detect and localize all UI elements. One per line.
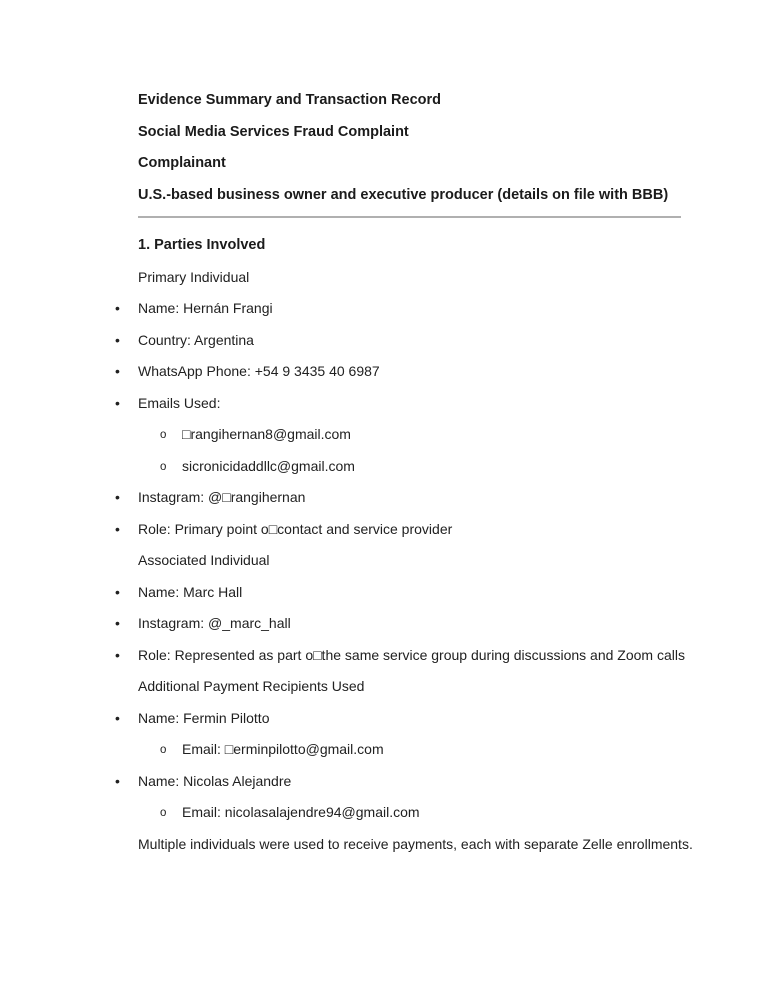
bullet-marker: • [115,646,120,663]
bullet-marker: • [115,394,120,411]
bullet-marker: • [115,489,120,505]
circle-marker: o [160,460,167,473]
bullet-text: WhatsApp Phone: +54 9 3435 40 6987 [138,363,380,379]
bullet-item-name-recipient-1 [115,708,704,730]
doc-heading-complaint-type: Social Media Services Fraud Complaint [138,123,409,140]
sub-bullet-email-recipient-2 [160,802,704,824]
bullet-item-country [115,330,704,352]
note-multiple-individuals: Multiple individuals were used to receive payments, each with separate Zelle enrollments. [138,835,693,852]
doc-heading-evidence-summary: Evidence Summary and Transaction Record [138,92,441,108]
bullet-item-role-associated [115,645,704,667]
bullet-item-instagram-primary [115,487,704,509]
bullet-text: Emails Used: [138,394,221,411]
bullet-item-name-recipient-2 [115,771,704,793]
bullet-item-name-associated [115,582,704,604]
bullet-text: Name: Hernán Frangi [138,300,273,316]
bullet-item-instagram-associated [115,613,704,635]
bullet-marker: • [115,615,120,631]
bullet-marker: • [115,583,120,600]
bullet-item-name-primary [115,298,704,320]
bullet-text: Instagram: @_marc_hall [138,615,291,631]
section-heading-parties-involved: 1. Parties Involved [138,237,266,253]
sub-bullet-email-2 [160,456,704,478]
bullet-text: Name: Nicolas Alejandre [138,772,292,789]
label-primary-individual: Primary Individual [138,268,250,285]
sub-bullet-email-recipient-1 [160,739,704,761]
circle-marker: o [160,744,167,756]
label-associated-individual: Associated Individual [138,552,270,568]
bullet-marker: • [115,363,120,379]
bullet-item-emails-used [115,393,704,415]
sub-bullet-text: Email: nicolasalajendre94@gmail.com [182,804,420,820]
circle-marker: o [160,807,167,819]
bullet-marker: • [115,300,120,316]
sub-bullet-email-1 [160,424,704,446]
label-additional-payment-recipients: Additional Payment Recipients Used [138,678,365,694]
bullet-text: Role: Primary point o□contact and service provider [138,520,453,537]
bullet-item-whatsapp-phone [115,361,704,383]
bullet-text: Instagram: @□rangihernan [138,489,306,505]
bullet-text: Name: Marc Hall [138,583,243,600]
bullet-text: Name: Fermin Pilotto [138,709,270,726]
bullet-text: Role: Represented as part o□the same service group during discussions and Zoom calls [138,646,685,663]
horizontal-rule [138,216,681,218]
document-body [115,90,704,865]
circle-marker: o [160,429,167,441]
bullet-marker: • [115,772,120,789]
bullet-marker: • [115,709,120,726]
bullet-text: Country: Argentina [138,331,254,348]
bullet-marker: • [115,331,120,348]
sub-bullet-text: sicronicidaddllc@gmail.com [182,457,355,474]
doc-heading-complainant: Complainant [138,155,226,171]
sub-bullet-text: □rangihernan8@gmail.com [182,426,351,442]
doc-heading-complainant-desc: U.S.-based business owner and executive producer (details on file with BBB) [138,186,669,203]
sub-bullet-text: Email: □erminpilotto@gmail.com [182,741,384,757]
bullet-marker: • [115,520,120,537]
bullet-item-role-primary [115,519,704,541]
